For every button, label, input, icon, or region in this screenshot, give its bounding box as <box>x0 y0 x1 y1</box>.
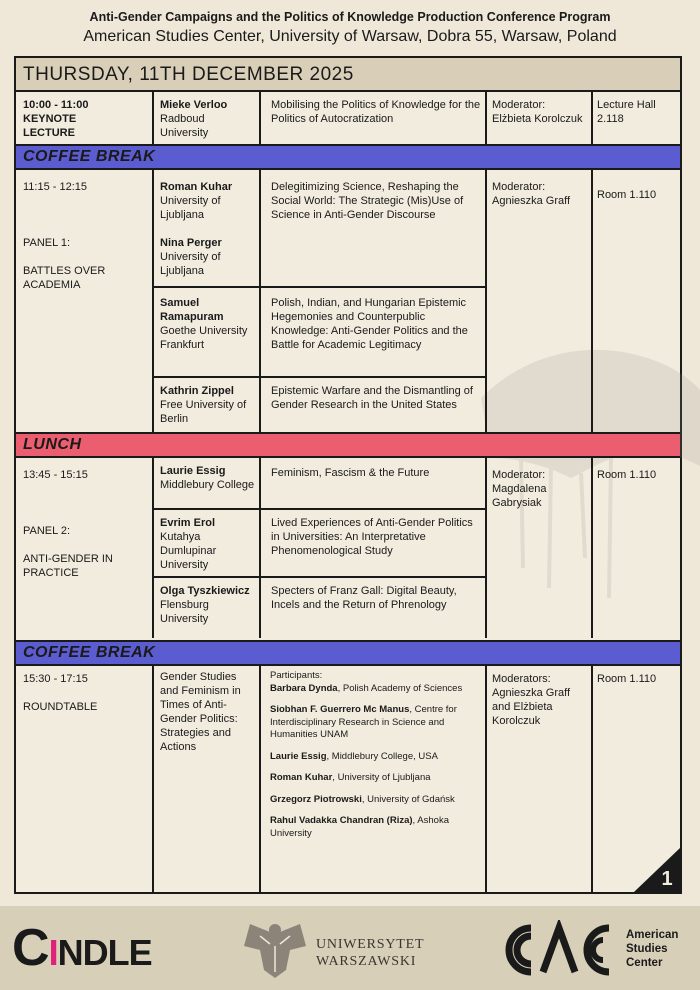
speaker-affiliation: University of Ljubljana <box>160 251 221 277</box>
column-divider <box>259 170 261 432</box>
panel2-room: Room 1.110 <box>597 469 657 481</box>
program-table <box>14 56 682 894</box>
panel1-room: Room 1.110 <box>597 189 657 201</box>
column-divider <box>591 458 593 638</box>
panel2-talk1-speaker <box>160 464 255 492</box>
speaker-name: Roman Kuhar <box>160 181 233 193</box>
panel2-talk1-title: Feminism, Fascism & the Future <box>271 467 430 479</box>
speaker-name: Nina Perger <box>160 237 222 249</box>
column-divider <box>152 666 154 892</box>
moderator-label: Moderators: <box>492 673 551 685</box>
panel2-talk3-title: Specters of Franz Gall: Digital Beauty, Incels and the Return of Phrenology <box>271 585 457 611</box>
panel1-talk3-title: Epistemic Warfare and the Dismantling of Gender Research in the United States <box>271 385 473 411</box>
panel2-label: PANEL 2: <box>23 525 71 537</box>
moderator-name: Elżbieta Korolczuk <box>492 113 583 125</box>
panel2-name: ANTI-GENDER IN PRACTICE <box>23 553 113 579</box>
speaker-affiliation: Free University of Berlin <box>160 399 247 425</box>
column-divider <box>485 170 487 432</box>
panel1-talk1-speakers <box>160 180 255 278</box>
roundtable-moderator-block <box>492 672 587 728</box>
column-divider <box>152 458 154 638</box>
participant-item <box>270 772 482 785</box>
participant-affiliation: , Polish Academy of Sciences <box>337 682 463 694</box>
speaker-affiliation: Goethe University Frankfurt <box>160 325 248 351</box>
column-divider <box>485 666 487 892</box>
participant-item <box>270 683 482 696</box>
column-divider <box>591 170 593 432</box>
speaker-name: Laurie Essig <box>160 465 226 477</box>
moderator-name: Agnieszka Graff <box>492 195 571 207</box>
speaker-affiliation: Radboud University <box>160 113 209 139</box>
row-divider <box>152 376 487 378</box>
coffee-break-band: COFFEE BREAK <box>16 144 680 170</box>
row-divider <box>152 508 487 510</box>
footer-logos <box>0 906 700 990</box>
roundtable-room: Room 1.110 <box>597 673 657 685</box>
participant-name: Grzegorz Piotrowski <box>270 793 362 805</box>
column-divider <box>591 92 593 144</box>
moderator-name: Magdalena Gabrysiak <box>492 483 547 509</box>
keynote-time: 10:00 - 11:00 <box>23 99 89 111</box>
participant-item <box>270 815 482 840</box>
panel2-moderator-block <box>492 468 587 510</box>
column-divider <box>485 458 487 638</box>
participant-name: Roman Kuhar <box>270 772 333 783</box>
program-header <box>0 8 700 47</box>
row-divider <box>152 576 487 578</box>
panel1-talk3-speaker <box>160 384 255 426</box>
uw-logo-text: UNIWERSYTET WARSZAWSKI <box>316 937 425 969</box>
participant-affiliation: , University of Gdańsk <box>361 793 455 805</box>
cindle-logo: CINDLE <box>12 919 152 977</box>
row-divider <box>152 286 487 288</box>
participant-name: Siobhan F. Guerrero Mc Manus <box>270 704 410 715</box>
panel1-name: BATTLES OVER ACADEMIA <box>23 265 106 291</box>
asc-logo-text: American Studies Center <box>626 929 679 969</box>
speaker-name: Mieke Verloo <box>160 99 228 111</box>
keynote-speaker-block <box>160 98 255 140</box>
speaker-name: Olga Tyszkiewicz <box>160 585 250 597</box>
conference-title: Anti-Gender Campaigns and the Politics of Knowledge Production Conference Program <box>89 10 611 24</box>
column-divider <box>259 666 261 892</box>
speaker-name: Samuel Ramapuram <box>160 297 224 323</box>
moderator-name: Agnieszka Graff and Elżbieta Korolczuk <box>492 687 571 727</box>
participant-item <box>270 794 482 807</box>
participant-affiliation: , University of Ljubljana <box>332 772 431 783</box>
roundtable-participants <box>270 670 482 849</box>
speaker-affiliation: Flensburg University <box>160 599 209 625</box>
keynote-room: Lecture Hall 2.118 <box>597 99 656 125</box>
hand-ornament-icon <box>461 308 700 608</box>
column-divider <box>485 92 487 144</box>
panel2-time: 13:45 - 15:15 <box>23 469 88 481</box>
speaker-affiliation: Kutahya Dumlupinar University <box>160 531 217 571</box>
roundtable-time: 15:30 - 17:15 <box>23 673 88 685</box>
lunch-band: LUNCH <box>16 432 680 458</box>
panel1-talk2-title: Polish, Indian, and Hungarian Epistemic Hegemonies and Counterpublic Knowledge: Anti-Gender Politics and the Battle for Academic Legitimacy <box>271 297 468 351</box>
participant-name: Rahul Vadakka Chandran (Riza) <box>270 815 413 826</box>
panel2-talk3-speaker <box>160 584 255 626</box>
moderator-label: Moderator: <box>492 181 546 193</box>
roundtable-label: ROUNDTABLE <box>23 701 98 713</box>
panel1-moderator-block <box>492 180 587 208</box>
column-divider <box>259 92 261 144</box>
participant-affiliation: , Centre for Interdisciplinary Research in Science and Humanities UNAM <box>270 704 457 740</box>
moderator-label: Moderator: <box>492 99 546 111</box>
speaker-name: Evrim Erol <box>160 517 216 529</box>
eagle-emblem-icon <box>240 916 310 982</box>
day-heading: THURSDAY, 11TH DECEMBER 2025 <box>16 58 680 92</box>
keynote-moderator-block <box>492 98 587 126</box>
participants-label: Participants: <box>270 670 323 681</box>
page-number: 1 <box>661 868 673 890</box>
participant-affiliation: , Ashoka University <box>270 815 449 839</box>
panel2-talk2-title: Lived Experiences of Anti-Gender Politics in Universities: An Interpretative Phenomenological Study <box>271 517 473 557</box>
participant-affiliation: , Middlebury College, USA <box>326 750 438 762</box>
panel1-label: PANEL 1: <box>23 237 71 249</box>
column-divider <box>152 170 154 432</box>
column-divider <box>152 92 154 144</box>
moderator-label: Moderator: <box>492 469 546 481</box>
column-divider <box>259 458 261 638</box>
participant-item <box>270 704 482 742</box>
participant-item <box>270 751 482 764</box>
speaker-name: Kathrin Zippel <box>160 385 234 397</box>
coffee-break-band: COFFEE BREAK <box>16 640 680 666</box>
asc-logo-icon <box>503 920 615 978</box>
participant-name: Laurie Essig <box>270 750 327 762</box>
conference-venue: American Studies Center, University of Warsaw, Dobra 55, Warsaw, Poland <box>83 28 617 45</box>
panel1-talk1-title: Delegitimizing Science, Reshaping the Social World: The Strategic (Mis)Use of Science in Anti-Gender Discourse <box>271 181 464 221</box>
speaker-affiliation: University of Ljubljana <box>160 195 221 221</box>
panel1-time: 11:15 - 12:15 <box>23 181 88 193</box>
speaker-affiliation: Middlebury College <box>160 479 255 491</box>
panel2-talk2-speaker <box>160 516 255 572</box>
keynote-title: Mobilising the Politics of Knowledge for the Politics of Autocratization <box>271 99 481 125</box>
participant-name: Barbara Dynda <box>270 682 338 694</box>
panel1-talk2-speaker <box>160 296 255 352</box>
column-divider <box>591 666 593 892</box>
keynote-type: KEYNOTE LECTURE <box>23 113 77 139</box>
roundtable-title: Gender Studies and Feminism in Times of Anti-Gender Politics: Strategies and Actions <box>160 671 241 753</box>
